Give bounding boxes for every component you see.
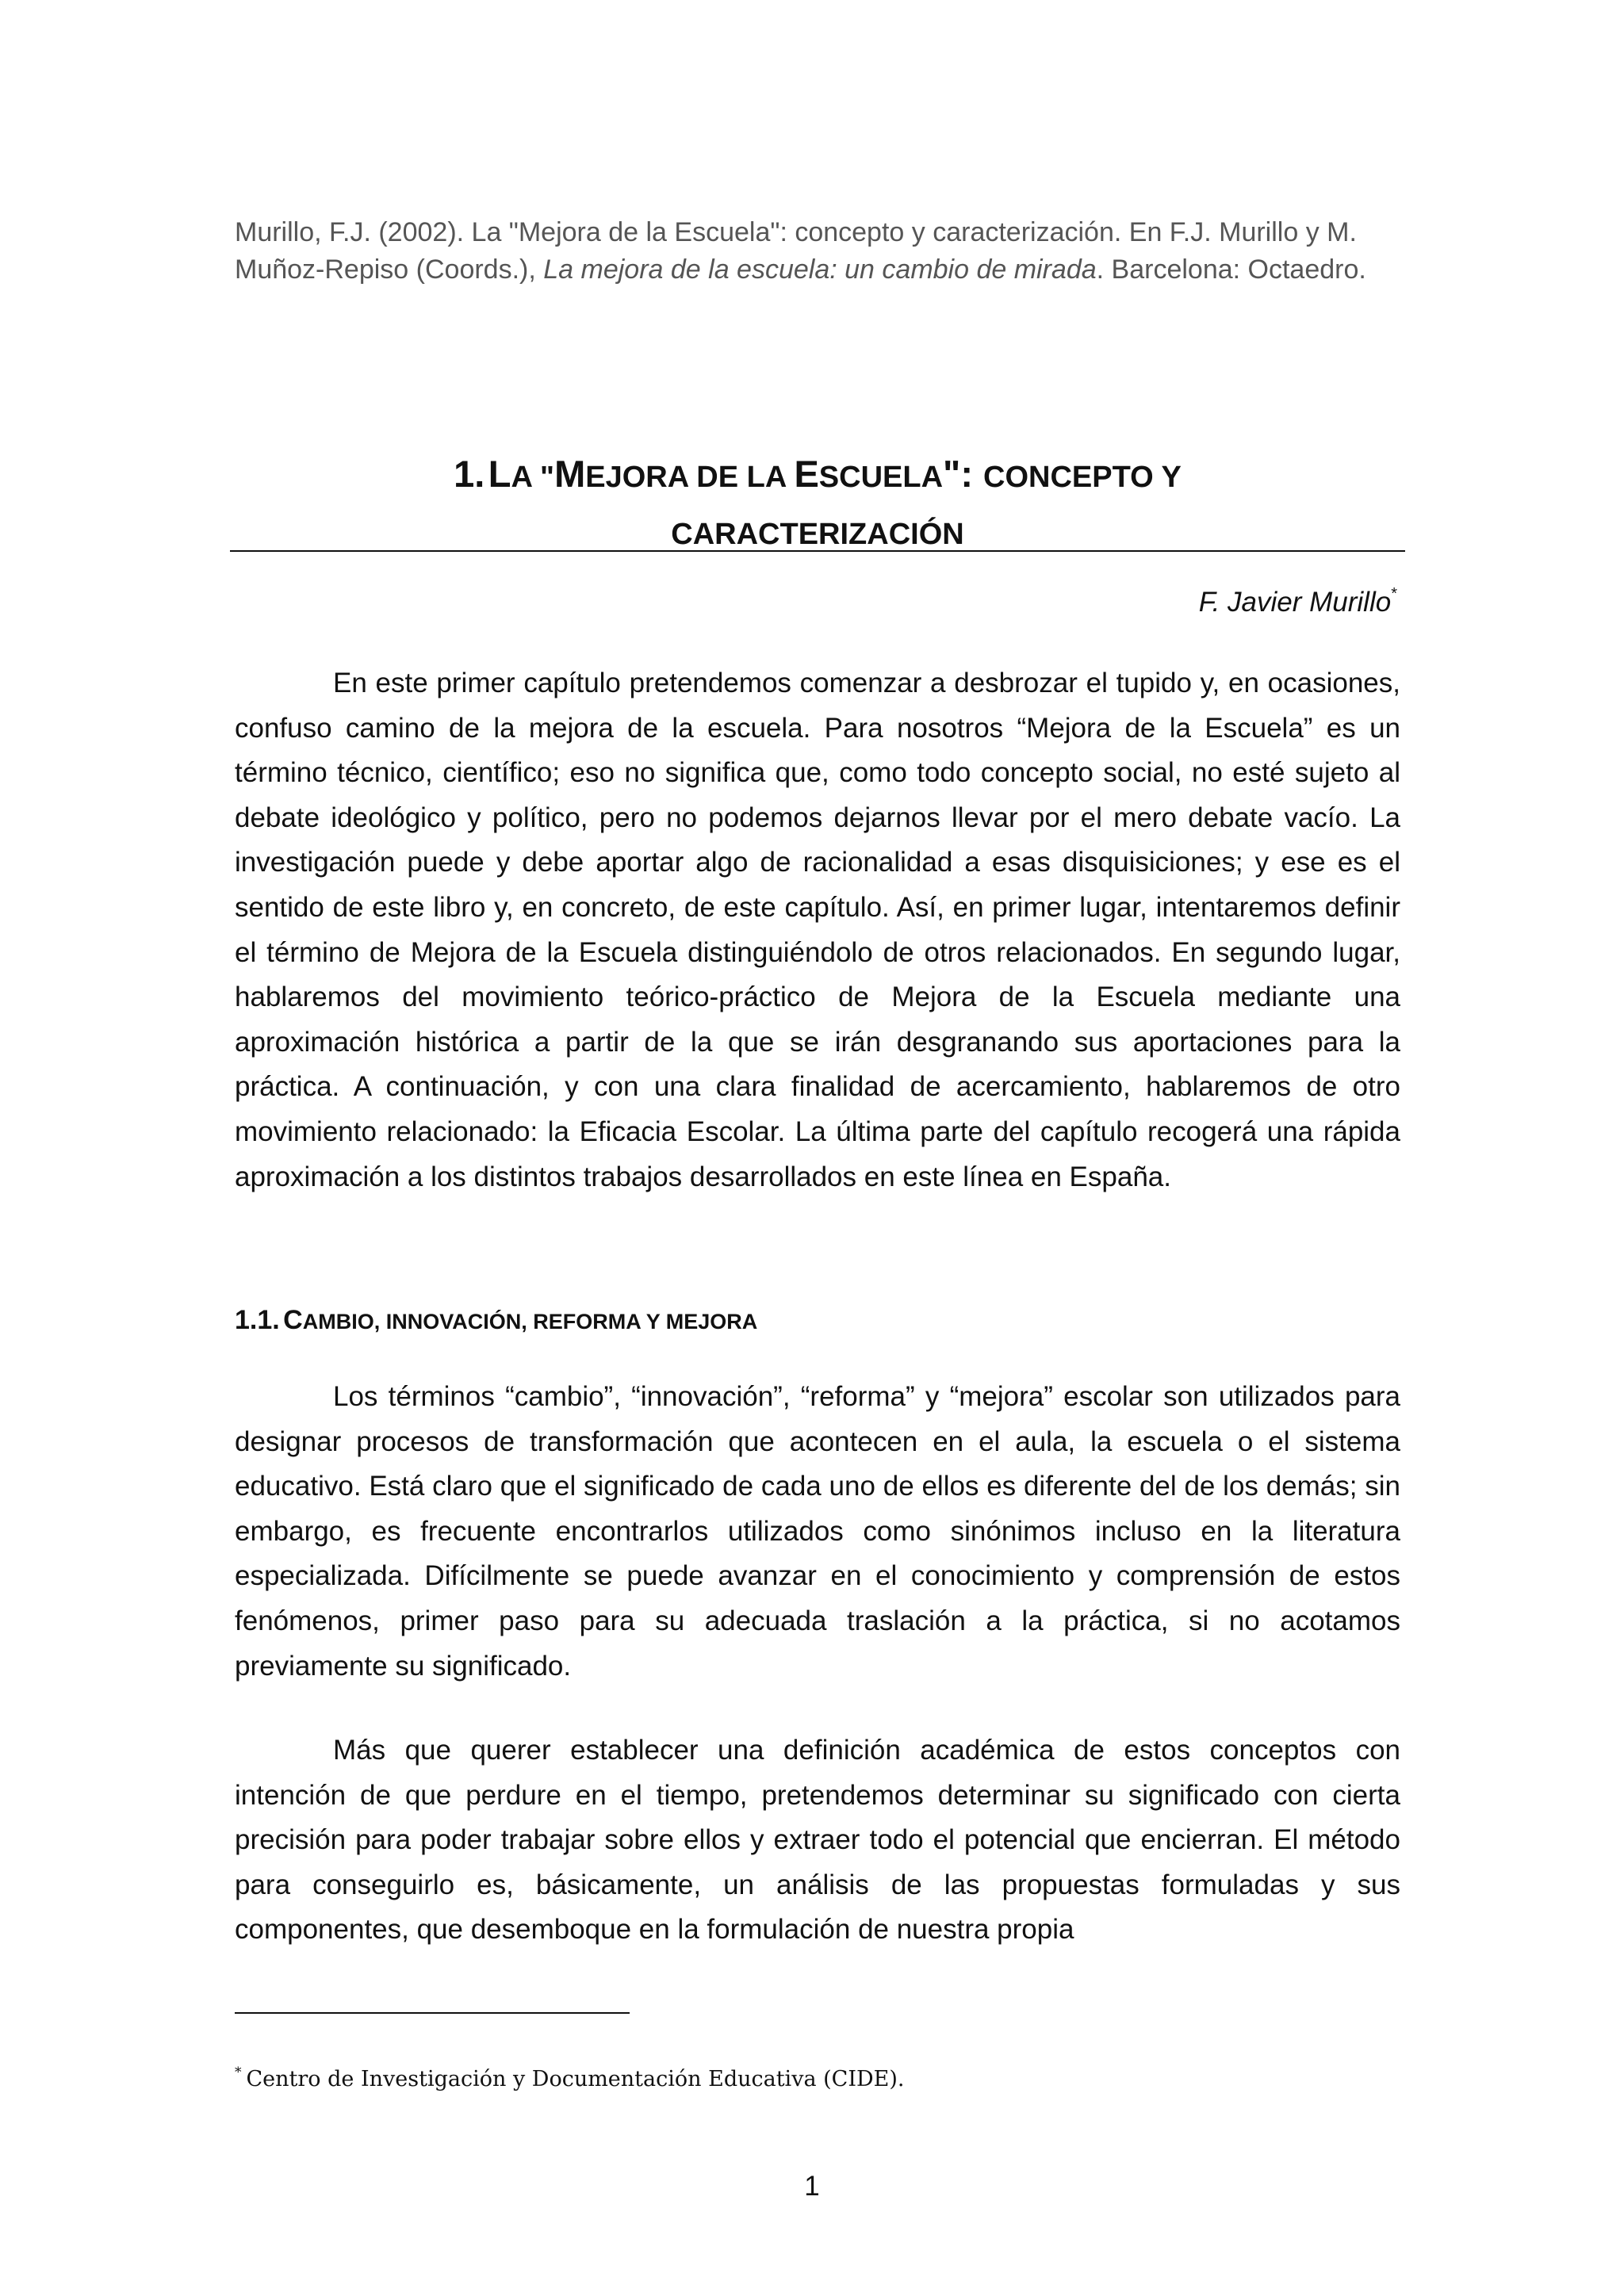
page-number: 1 bbox=[804, 2171, 820, 2202]
author-byline bbox=[1199, 585, 1397, 618]
title-underline bbox=[230, 550, 1405, 552]
section-title-segment: C bbox=[283, 1305, 303, 1335]
section-title bbox=[283, 1305, 758, 1335]
chapter-number: 1. bbox=[454, 453, 485, 495]
chapter-title-segment: SCUELA bbox=[818, 461, 944, 494]
paragraph-intro: En este primer capítulo pretendemos comenzar a desbrozar el tupido y, en ocasiones, confuso camino de la mejora de la escuela. Para nosotros “Mejora de la Escuela” es un término técnico, científico; eso no significa que, como todo concepto social, no esté sujeto al debate ideológico y político, pero no podemos dejarnos llevar por el mero debate vacío. La investigación puede y debe aportar algo de racionalidad a esas disquisiciones; y ese es el sentido de este libro y, en concreto, de este capítulo. Así, en primer lugar, intentaremos definir el término de Mejora de la Escuela distinguiéndolo de otros relacionados. En segundo lugar, hablaremos del movimiento teórico-práctico de Mejora de la Escuela mediante una aproximación histórica a partir de la que se irán desgranando sus aportaciones para la práctica. A continuación, y con una clara finalidad de acercamiento, hablaremos de otro movimiento relacionado: la Eficacia Escolar. La última parte del capítulo recogerá una rápida aproximación a los distintos trabajos desarrollados en este línea en España. bbox=[235, 668, 1400, 1192]
chapter-title bbox=[235, 449, 1400, 560]
chapter-title-line-1 bbox=[235, 449, 1400, 509]
section-number: 1.1. bbox=[235, 1305, 280, 1335]
paragraph-method: Más que querer establecer una definición académica de estos conceptos con intención de que perdure en el tiempo, pretendemos determinar su significado con cierta precisión para poder trabajar sobre ellos y extraer todo el potencial que encierran. El método para conseguirlo es, básicamente, un análisis de las propuestas formuladas y sus componentes, que desemboque en la formulación de nuestra propia bbox=[235, 1735, 1400, 1946]
citation-reference bbox=[235, 214, 1400, 289]
author-name: F. Javier Murillo bbox=[1198, 587, 1392, 618]
chapter-title-segment: EJORA DE LA bbox=[585, 461, 795, 494]
citation-text: Murillo, F.J. (2002). La "Mejora de la Escuela": concepto y caracterización. En F.J. Murillo y M. Muñoz-Repiso (Coords.), bbox=[235, 217, 1357, 285]
footnote-separator bbox=[235, 2012, 630, 2014]
footnote-text: Centro de Investigación y Documentación Educativa (CIDE). bbox=[246, 2067, 905, 2091]
footnote bbox=[235, 2064, 904, 2091]
footnote-mark: * bbox=[235, 2064, 242, 2080]
section-heading bbox=[235, 1300, 757, 1345]
author-footnote-mark: * bbox=[1391, 585, 1397, 603]
section-title-segment: REFORMA Y MEJORA bbox=[533, 1310, 758, 1334]
section-title-segment: AMBIO, INNOVACIÓN, bbox=[302, 1310, 534, 1334]
chapter-title-segment: L bbox=[488, 453, 511, 495]
chapter-title-segment: CONCEPTO Y bbox=[983, 461, 1182, 494]
chapter-title-segment: E bbox=[794, 453, 819, 495]
chapter-title-segment: ": bbox=[943, 453, 984, 495]
chapter-title-segment: M bbox=[554, 453, 586, 495]
chapter-title-segment: A " bbox=[511, 461, 555, 494]
citation-book-title: La mejora de la escuela: un cambio de mirada bbox=[543, 254, 1097, 285]
citation-publisher: . Barcelona: Octaedro. bbox=[1096, 254, 1366, 285]
paragraph-terms: Los términos “cambio”, “innovación”, “reforma” y “mejora” escolar son utilizados para designar procesos de transformación que acontecen en el aula, la escuela o el sistema educativo. Está claro que el significado de cada uno de ellos es diferente del de los demás; sin embargo, es frecuente encontrarlos utilizados como sinónimos incluso en la literatura especializada. Difícilmente se puede avanzar en el conocimiento y comprensión de estos fenómenos, primer paso para su adecuada traslación a la práctica, si no acotamos previamente su significado. bbox=[235, 1381, 1400, 1682]
chapter-title-text bbox=[488, 453, 1182, 495]
chapter-title-line-2: CARACTERIZACIÓN bbox=[671, 518, 964, 551]
